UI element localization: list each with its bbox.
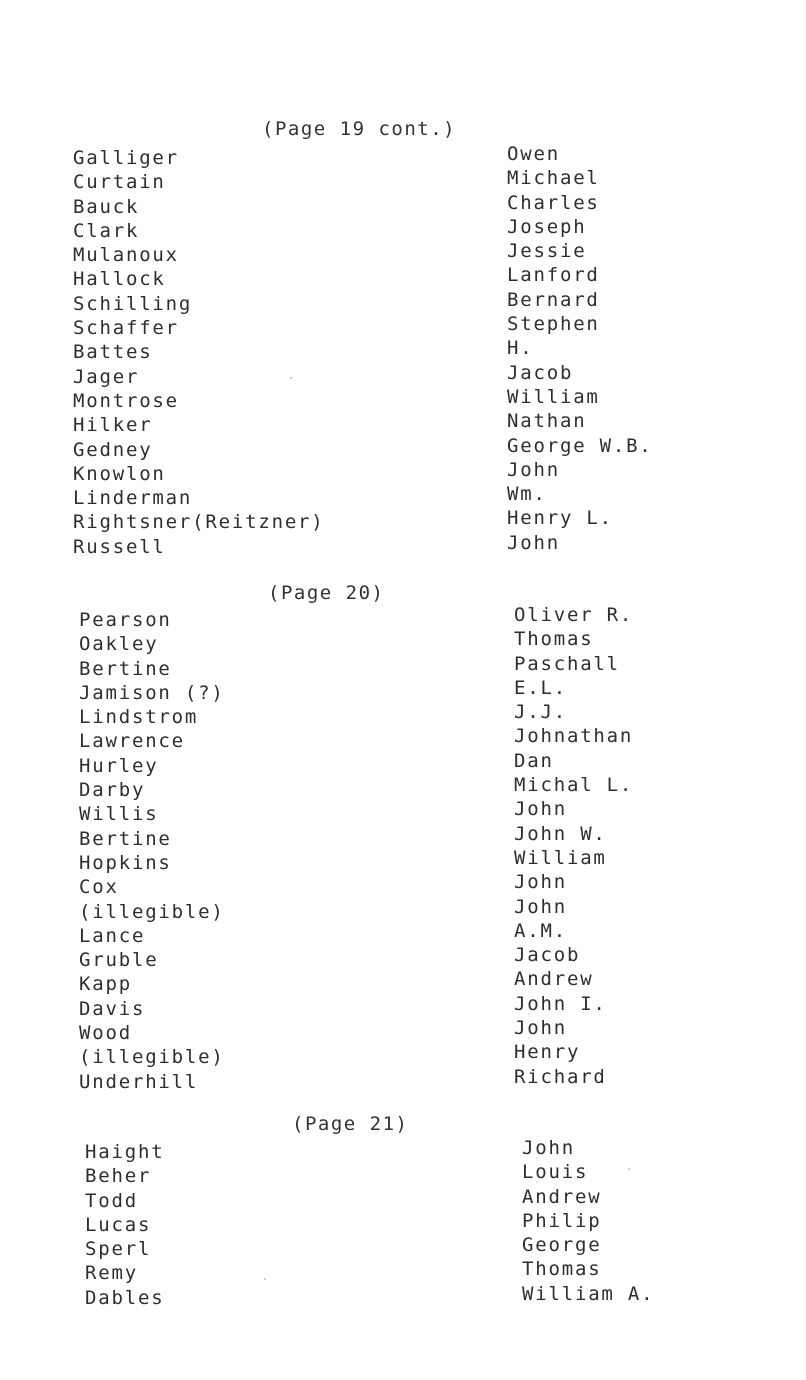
surname-entry: Linderman bbox=[73, 487, 193, 510]
section-heading: (Page 21) bbox=[292, 1113, 409, 1135]
surname-entry: Wood bbox=[79, 1022, 132, 1045]
surname-entry: Hilker bbox=[73, 414, 153, 437]
surname-entry: Remy bbox=[85, 1262, 138, 1285]
surname-entry: Darby bbox=[79, 779, 146, 802]
given-name-entry: H. bbox=[507, 337, 534, 360]
given-name-entry: Joseph bbox=[507, 215, 587, 238]
given-name-entry: Owen bbox=[507, 143, 560, 165]
given-name-column bbox=[522, 1136, 654, 1306]
surname-entry: (illegible) bbox=[79, 1046, 225, 1069]
given-name-entry: John bbox=[514, 895, 567, 918]
section-heading: (Page 20) bbox=[268, 582, 385, 604]
given-name-entry: George bbox=[522, 1234, 602, 1257]
scan-speck bbox=[290, 377, 292, 379]
given-name-entry: Charles bbox=[507, 191, 600, 214]
surname-entry: Dables bbox=[85, 1286, 165, 1309]
given-name-entry: Louis bbox=[522, 1161, 589, 1184]
given-name-entry: William bbox=[507, 385, 600, 408]
given-name-entry: John bbox=[514, 798, 567, 821]
surname-entry: Galliger bbox=[73, 147, 179, 169]
surname-entry: Willis bbox=[79, 803, 159, 826]
given-name-entry: Andrew bbox=[522, 1185, 602, 1208]
surname-entry: Battes bbox=[73, 341, 153, 364]
surname-entry: Mulanoux bbox=[73, 244, 179, 267]
surname-entry: Todd bbox=[85, 1189, 138, 1212]
given-name-entry: John bbox=[507, 458, 560, 481]
surname-entry: Curtain bbox=[73, 171, 166, 194]
given-name-entry: Thomas bbox=[514, 628, 594, 651]
surname-entry: Beher bbox=[85, 1165, 152, 1188]
surname-entry: Schilling bbox=[73, 292, 193, 315]
given-name-column bbox=[514, 603, 633, 1089]
surname-entry: Bertine bbox=[79, 657, 172, 680]
given-name-entry: John bbox=[522, 1137, 575, 1159]
scan-speck bbox=[628, 1168, 630, 1170]
surname-entry: Underhill bbox=[79, 1070, 199, 1093]
surname-entry: Hopkins bbox=[79, 851, 172, 874]
surname-entry: Haight bbox=[85, 1141, 165, 1163]
given-name-entry: Dan bbox=[514, 749, 554, 772]
given-name-entry: Richard bbox=[514, 1065, 607, 1088]
given-name-entry: Henry L. bbox=[507, 507, 613, 530]
surname-entry: Lindstrom bbox=[79, 706, 199, 729]
section-heading: (Page 19 cont.) bbox=[262, 118, 457, 140]
surname-entry: Lucas bbox=[85, 1213, 152, 1236]
surname-column bbox=[85, 1140, 164, 1310]
surname-entry: Knowlon bbox=[73, 462, 166, 485]
given-name-entry: Michal L. bbox=[514, 774, 634, 797]
given-name-entry: E.L. bbox=[514, 676, 567, 699]
surname-entry: Bauck bbox=[73, 195, 140, 218]
surname-entry: Cox bbox=[79, 876, 119, 899]
given-name-entry: Oliver R. bbox=[514, 604, 634, 626]
given-name-entry: Lanford bbox=[507, 264, 600, 287]
surname-entry: Pearson bbox=[79, 609, 172, 631]
surname-column bbox=[79, 608, 225, 1094]
given-name-entry: Andrew bbox=[514, 968, 594, 991]
surname-entry: Bertine bbox=[79, 827, 172, 850]
given-name-entry: Jacob bbox=[507, 361, 574, 384]
given-name-entry: Stephen bbox=[507, 313, 600, 336]
given-name-entry: Paschall bbox=[514, 652, 620, 675]
given-name-entry: George W.B. bbox=[507, 434, 653, 457]
given-name-entry: Thomas bbox=[522, 1258, 602, 1281]
given-name-entry: Nathan bbox=[507, 410, 587, 433]
given-name-entry: Johnathan bbox=[514, 725, 634, 748]
surname-entry: Sperl bbox=[85, 1238, 152, 1261]
surname-column bbox=[73, 146, 325, 559]
surname-entry: Gruble bbox=[79, 949, 159, 972]
surname-entry: (illegible) bbox=[79, 900, 225, 923]
surname-entry: Jamison (?) bbox=[79, 681, 225, 704]
surname-entry: Montrose bbox=[73, 389, 179, 412]
given-name-entry: Philip bbox=[522, 1209, 602, 1232]
surname-entry: Jager bbox=[73, 365, 140, 388]
given-name-entry: John W. bbox=[514, 822, 607, 845]
surname-entry: Kapp bbox=[79, 973, 132, 996]
given-name-entry: John bbox=[514, 1017, 567, 1040]
scan-speck bbox=[264, 1278, 266, 1280]
given-name-entry: Wm. bbox=[507, 483, 547, 506]
surname-entry: Schaffer bbox=[73, 317, 179, 340]
surname-entry: Clark bbox=[73, 219, 140, 242]
surname-entry: Oakley bbox=[79, 633, 159, 656]
given-name-entry: A.M. bbox=[514, 919, 567, 942]
given-name-entry: Jessie bbox=[507, 240, 587, 263]
given-name-entry: Henry bbox=[514, 1041, 581, 1064]
surname-entry: Lawrence bbox=[79, 730, 185, 753]
given-name-entry: John bbox=[514, 871, 567, 894]
given-name-entry: William bbox=[514, 846, 607, 869]
surname-entry: Rightsner(Reitzner) bbox=[73, 511, 325, 534]
surname-entry: Lance bbox=[79, 924, 146, 947]
surname-entry: Hallock bbox=[73, 268, 166, 291]
given-name-entry: William A. bbox=[522, 1282, 655, 1305]
given-name-column bbox=[507, 142, 653, 555]
surname-entry: Gedney bbox=[73, 438, 153, 461]
surname-entry: Hurley bbox=[79, 754, 159, 777]
given-name-entry: Bernard bbox=[507, 288, 600, 311]
surname-entry: Russell bbox=[73, 535, 166, 558]
given-name-entry: Michael bbox=[507, 167, 600, 190]
given-name-entry: J.J. bbox=[514, 701, 567, 724]
given-name-entry: John I. bbox=[514, 992, 607, 1015]
given-name-entry: John bbox=[507, 531, 560, 554]
surname-entry: Davis bbox=[79, 997, 146, 1020]
given-name-entry: Jacob bbox=[514, 944, 581, 967]
